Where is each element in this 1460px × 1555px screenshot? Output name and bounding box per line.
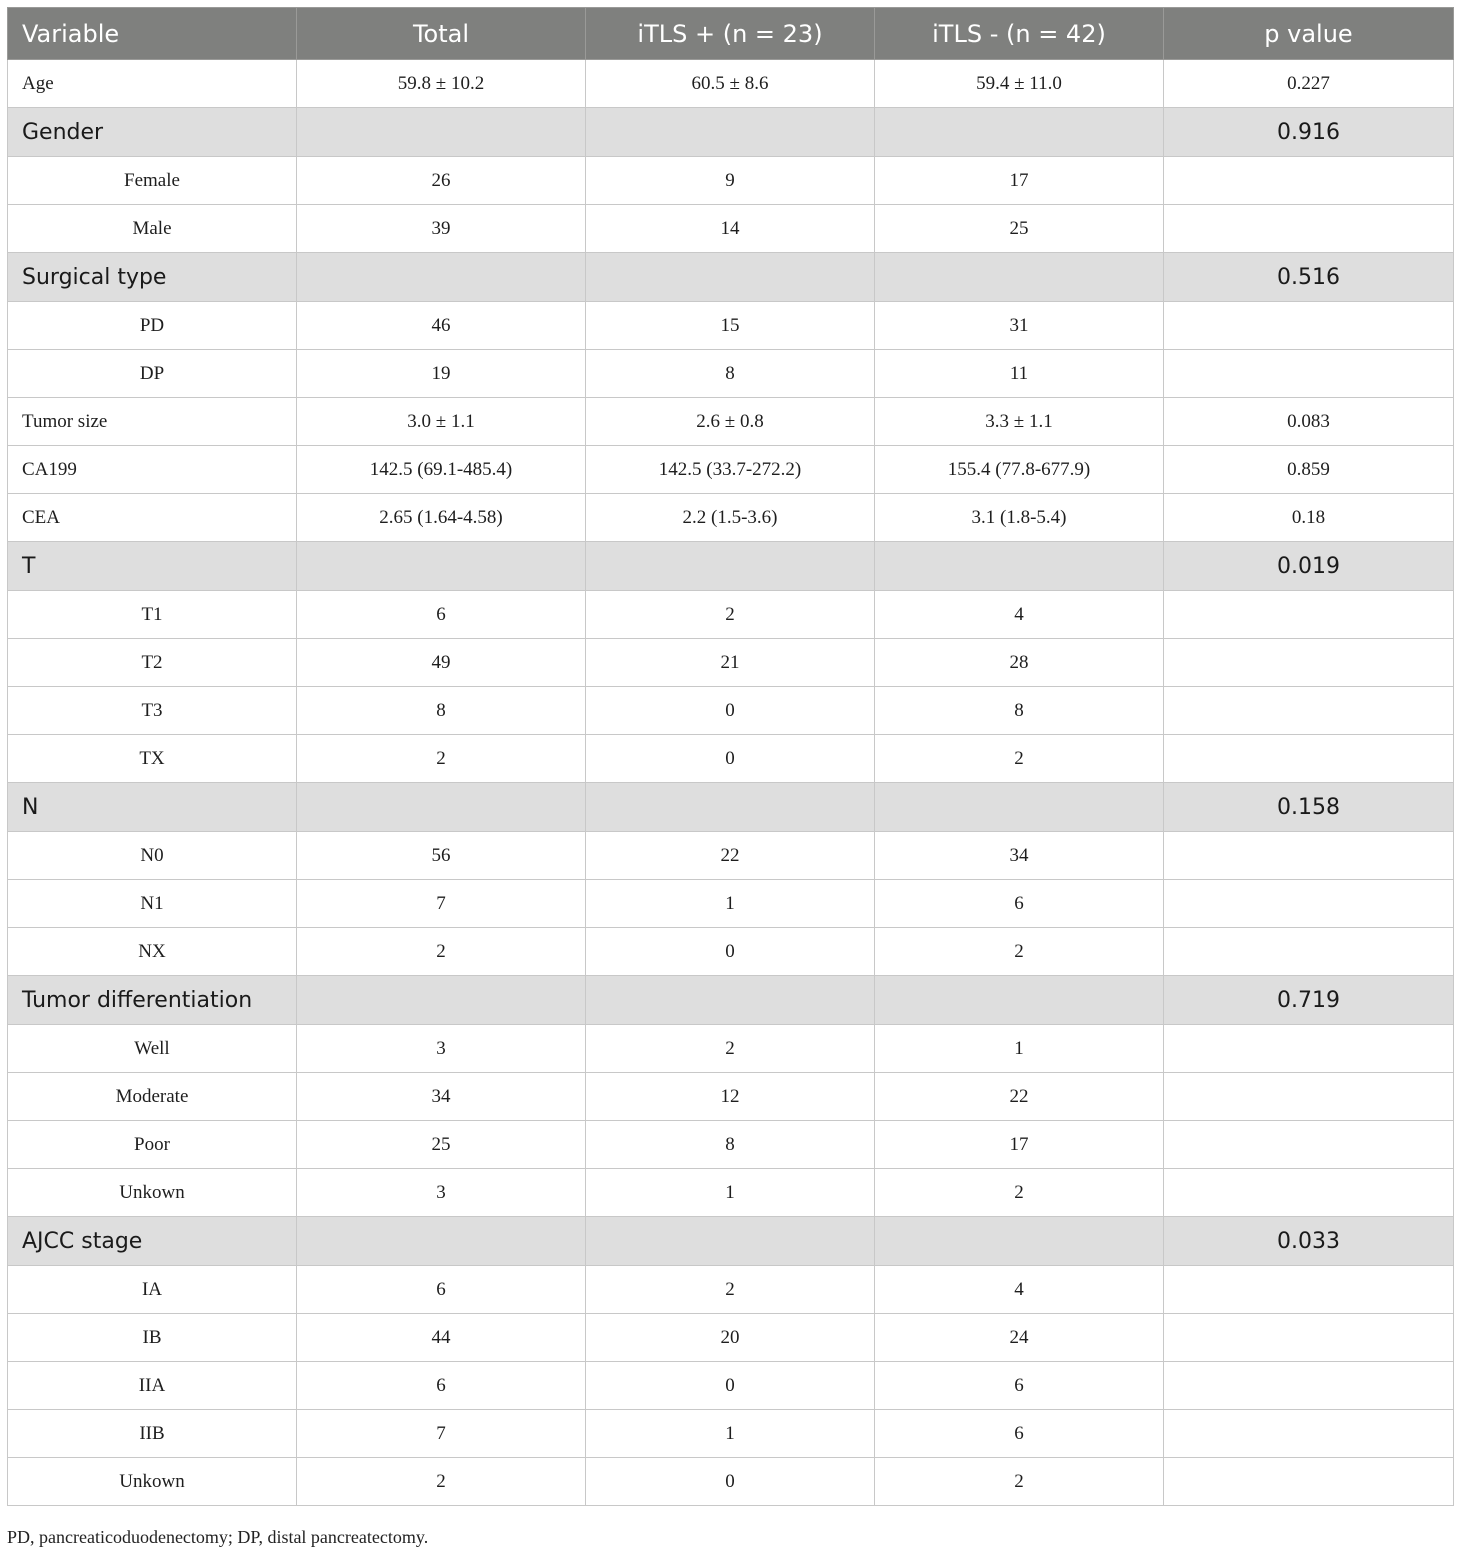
cell-total <box>297 253 586 302</box>
cell-total: 39 <box>297 205 586 253</box>
cell-total: 3.0 ± 1.1 <box>297 398 586 446</box>
cell-itls-positive <box>586 253 875 302</box>
cell-p-value: 0.18 <box>1164 494 1454 542</box>
cell-itls-positive: 14 <box>586 205 875 253</box>
cell-variable: TX <box>8 735 297 783</box>
table-row <box>8 591 1454 639</box>
cell-variable: Poor <box>8 1121 297 1169</box>
cell-itls-positive: 2 <box>586 1025 875 1073</box>
cell-total: 59.8 ± 10.2 <box>297 60 586 108</box>
cell-total: 2.65 (1.64-4.58) <box>297 494 586 542</box>
cell-itls-positive: 2.6 ± 0.8 <box>586 398 875 446</box>
cell-variable: AJCC stage <box>8 1217 297 1266</box>
table-row <box>8 157 1454 205</box>
table-group-row <box>8 253 1454 302</box>
cell-itls-negative <box>875 1217 1164 1266</box>
cell-p-value <box>1164 639 1454 687</box>
cell-total: 2 <box>297 735 586 783</box>
cell-itls-positive: 142.5 (33.7-272.2) <box>586 446 875 494</box>
table-row <box>8 494 1454 542</box>
cell-itls-negative: 3.3 ± 1.1 <box>875 398 1164 446</box>
cell-itls-negative: 6 <box>875 1362 1164 1410</box>
cell-itls-negative: 17 <box>875 157 1164 205</box>
table-row <box>8 1362 1454 1410</box>
cell-p-value: 0.719 <box>1164 976 1454 1025</box>
cell-itls-negative: 2 <box>875 735 1164 783</box>
cell-itls-positive: 60.5 ± 8.6 <box>586 60 875 108</box>
cell-p-value <box>1164 1410 1454 1458</box>
cell-variable: Unkown <box>8 1169 297 1217</box>
header-itls-negative: iTLS - (n = 42) <box>875 8 1164 60</box>
cell-total <box>297 976 586 1025</box>
cell-itls-negative: 28 <box>875 639 1164 687</box>
cell-total: 8 <box>297 687 586 735</box>
cell-variable: Well <box>8 1025 297 1073</box>
cell-itls-positive: 21 <box>586 639 875 687</box>
table-row <box>8 60 1454 108</box>
cell-itls-negative: 8 <box>875 687 1164 735</box>
cell-p-value: 0.227 <box>1164 60 1454 108</box>
table-row <box>8 302 1454 350</box>
cell-total: 6 <box>297 1266 586 1314</box>
cell-p-value <box>1164 205 1454 253</box>
table-group-row <box>8 976 1454 1025</box>
cell-total: 6 <box>297 1362 586 1410</box>
header-p-value: p value <box>1164 8 1454 60</box>
cell-variable: Tumor differentiation <box>8 976 297 1025</box>
cell-variable: CA199 <box>8 446 297 494</box>
cell-total: 19 <box>297 350 586 398</box>
cell-itls-negative: 4 <box>875 1266 1164 1314</box>
cell-itls-negative: 11 <box>875 350 1164 398</box>
cell-p-value <box>1164 880 1454 928</box>
cell-itls-positive: 2 <box>586 591 875 639</box>
cell-variable: Surgical type <box>8 253 297 302</box>
cell-variable: Gender <box>8 108 297 157</box>
cell-total: 44 <box>297 1314 586 1362</box>
cell-itls-positive: 0 <box>586 1458 875 1506</box>
cell-itls-positive: 8 <box>586 350 875 398</box>
cell-itls-positive: 2.2 (1.5-3.6) <box>586 494 875 542</box>
cell-p-value: 0.516 <box>1164 253 1454 302</box>
cell-p-value: 0.859 <box>1164 446 1454 494</box>
cell-itls-negative: 17 <box>875 1121 1164 1169</box>
cell-p-value <box>1164 1314 1454 1362</box>
cell-itls-negative: 6 <box>875 880 1164 928</box>
table-row <box>8 1458 1454 1506</box>
cell-variable: Female <box>8 157 297 205</box>
cell-itls-negative: 34 <box>875 832 1164 880</box>
cell-itls-positive <box>586 783 875 832</box>
table-group-row <box>8 783 1454 832</box>
cell-total: 7 <box>297 880 586 928</box>
table-row <box>8 205 1454 253</box>
cell-variable: IIA <box>8 1362 297 1410</box>
cell-variable: T1 <box>8 591 297 639</box>
cell-total: 46 <box>297 302 586 350</box>
cell-p-value <box>1164 1169 1454 1217</box>
cell-itls-positive: 0 <box>586 735 875 783</box>
cell-total <box>297 542 586 591</box>
cell-p-value <box>1164 1266 1454 1314</box>
table-row <box>8 1169 1454 1217</box>
cell-itls-positive: 0 <box>586 1362 875 1410</box>
table-footnote: PD, pancreaticoduodenectomy; DP, distal pancreatectomy. <box>7 1527 429 1547</box>
cell-p-value: 0.158 <box>1164 783 1454 832</box>
cell-p-value <box>1164 591 1454 639</box>
cell-total: 34 <box>297 1073 586 1121</box>
cell-total <box>297 783 586 832</box>
cell-total: 7 <box>297 1410 586 1458</box>
cell-variable: IB <box>8 1314 297 1362</box>
cell-variable: T3 <box>8 687 297 735</box>
cell-variable: Unkown <box>8 1458 297 1506</box>
header-total: Total <box>297 8 586 60</box>
cell-itls-negative: 2 <box>875 1169 1164 1217</box>
cell-itls-negative: 1 <box>875 1025 1164 1073</box>
header-variable: Variable <box>8 8 297 60</box>
table-row <box>8 1266 1454 1314</box>
table-group-row <box>8 542 1454 591</box>
cell-itls-positive: 15 <box>586 302 875 350</box>
table-header <box>8 8 1454 60</box>
cell-total: 3 <box>297 1169 586 1217</box>
cell-p-value: 0.019 <box>1164 542 1454 591</box>
cell-p-value <box>1164 687 1454 735</box>
table-row <box>8 880 1454 928</box>
cell-itls-positive: 1 <box>586 1410 875 1458</box>
cell-itls-positive: 2 <box>586 1266 875 1314</box>
cell-itls-negative: 2 <box>875 928 1164 976</box>
cell-variable: T2 <box>8 639 297 687</box>
table-group-row <box>8 1217 1454 1266</box>
cell-p-value: 0.916 <box>1164 108 1454 157</box>
table-row <box>8 1073 1454 1121</box>
cell-itls-negative <box>875 783 1164 832</box>
cell-itls-positive: 9 <box>586 157 875 205</box>
cell-variable: NX <box>8 928 297 976</box>
cell-variable: N0 <box>8 832 297 880</box>
cell-itls-positive <box>586 1217 875 1266</box>
cell-variable: IA <box>8 1266 297 1314</box>
cell-p-value: 0.083 <box>1164 398 1454 446</box>
cell-p-value <box>1164 1025 1454 1073</box>
table-row <box>8 1410 1454 1458</box>
cell-p-value <box>1164 1121 1454 1169</box>
table-row <box>8 928 1454 976</box>
cell-itls-positive: 1 <box>586 1169 875 1217</box>
cell-variable: Age <box>8 60 297 108</box>
cell-itls-positive <box>586 108 875 157</box>
cell-variable: T <box>8 542 297 591</box>
cell-itls-negative: 22 <box>875 1073 1164 1121</box>
table-row <box>8 446 1454 494</box>
cell-itls-positive <box>586 976 875 1025</box>
table-row <box>8 1314 1454 1362</box>
cell-itls-negative: 2 <box>875 1458 1164 1506</box>
table-row <box>8 350 1454 398</box>
cell-total: 6 <box>297 591 586 639</box>
cell-itls-positive: 20 <box>586 1314 875 1362</box>
cell-itls-negative: 25 <box>875 205 1164 253</box>
cell-p-value <box>1164 1362 1454 1410</box>
cell-total: 142.5 (69.1-485.4) <box>297 446 586 494</box>
table-row <box>8 1025 1454 1073</box>
header-itls-positive: iTLS + (n = 23) <box>586 8 875 60</box>
cell-variable: PD <box>8 302 297 350</box>
table-row <box>8 832 1454 880</box>
cell-total: 2 <box>297 928 586 976</box>
cell-total: 25 <box>297 1121 586 1169</box>
cell-p-value <box>1164 1073 1454 1121</box>
cell-total: 49 <box>297 639 586 687</box>
cell-itls-negative: 3.1 (1.8-5.4) <box>875 494 1164 542</box>
table-body <box>8 60 1454 1506</box>
cell-itls-positive <box>586 542 875 591</box>
cell-itls-negative <box>875 542 1164 591</box>
clinical-characteristics-table <box>7 7 1454 1506</box>
table-row <box>8 639 1454 687</box>
cell-itls-positive: 1 <box>586 880 875 928</box>
cell-itls-positive: 0 <box>586 687 875 735</box>
cell-variable: Moderate <box>8 1073 297 1121</box>
cell-variable: Tumor size <box>8 398 297 446</box>
cell-total: 56 <box>297 832 586 880</box>
cell-p-value <box>1164 1458 1454 1506</box>
cell-total: 3 <box>297 1025 586 1073</box>
header-row <box>8 8 1454 60</box>
table-container <box>7 7 1453 1506</box>
cell-itls-negative: 6 <box>875 1410 1164 1458</box>
cell-variable: N1 <box>8 880 297 928</box>
cell-p-value <box>1164 928 1454 976</box>
cell-p-value <box>1164 302 1454 350</box>
cell-itls-positive: 22 <box>586 832 875 880</box>
cell-p-value <box>1164 735 1454 783</box>
cell-p-value <box>1164 832 1454 880</box>
cell-variable: N <box>8 783 297 832</box>
cell-itls-negative: 59.4 ± 11.0 <box>875 60 1164 108</box>
cell-itls-negative: 155.4 (77.8-677.9) <box>875 446 1164 494</box>
table-group-row <box>8 108 1454 157</box>
cell-variable: IIB <box>8 1410 297 1458</box>
cell-itls-positive: 12 <box>586 1073 875 1121</box>
table-row <box>8 1121 1454 1169</box>
table-row <box>8 398 1454 446</box>
cell-itls-negative: 31 <box>875 302 1164 350</box>
cell-itls-negative <box>875 108 1164 157</box>
cell-total <box>297 108 586 157</box>
cell-itls-positive: 8 <box>586 1121 875 1169</box>
table-row <box>8 687 1454 735</box>
cell-itls-negative: 4 <box>875 591 1164 639</box>
cell-variable: DP <box>8 350 297 398</box>
cell-p-value <box>1164 157 1454 205</box>
table-row <box>8 735 1454 783</box>
cell-total: 2 <box>297 1458 586 1506</box>
cell-itls-positive: 0 <box>586 928 875 976</box>
cell-p-value <box>1164 350 1454 398</box>
cell-variable: CEA <box>8 494 297 542</box>
cell-total: 26 <box>297 157 586 205</box>
cell-itls-negative <box>875 976 1164 1025</box>
cell-itls-negative: 24 <box>875 1314 1164 1362</box>
cell-variable: Male <box>8 205 297 253</box>
cell-itls-negative <box>875 253 1164 302</box>
cell-p-value: 0.033 <box>1164 1217 1454 1266</box>
cell-total <box>297 1217 586 1266</box>
